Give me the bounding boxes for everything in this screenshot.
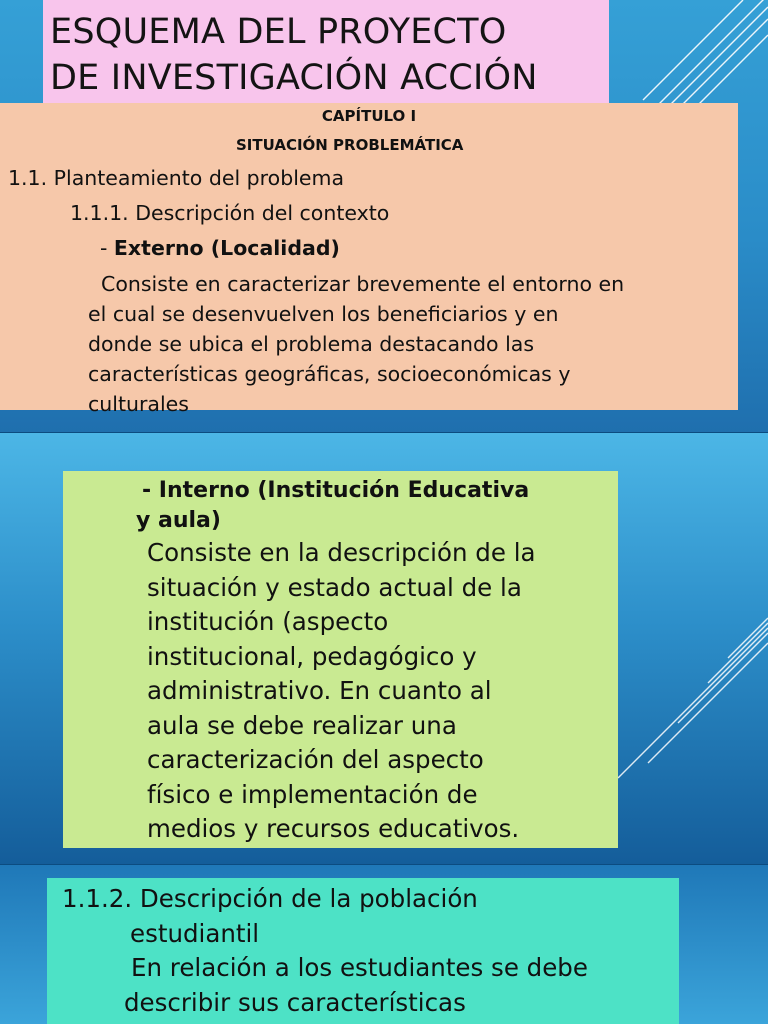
interno-heading-2: y aula) <box>136 508 221 533</box>
interno-line-6: aula se debe realizar una <box>147 710 457 740</box>
interno-box <box>63 471 618 848</box>
item-1-1: 1.1. Planteamiento del problema <box>8 166 345 190</box>
interno-line-2: situación y estado actual de la <box>147 572 522 602</box>
interno-line-4: institucional, pedagógico y <box>147 641 477 671</box>
interno-heading-1: - Interno (Institución Educativa <box>142 478 530 503</box>
interno-line-9: medios y recursos educativos. <box>147 814 520 843</box>
interno-line-8: físico e implementación de <box>147 779 478 809</box>
externo-line-3: donde se ubica el problema destacando las <box>88 332 535 356</box>
title-line-1: ESQUEMA DEL PROYECTO <box>50 12 507 52</box>
externo-line-4: características geográficas, socioeconómicas y <box>88 362 571 386</box>
interno-line-1: Consiste en la descripción de la <box>147 538 536 567</box>
decorative-lines-2 <box>618 433 768 865</box>
externo-heading <box>100 235 340 261</box>
slide-2 <box>0 433 768 865</box>
externo-label: Externo (Localidad) <box>113 236 340 260</box>
interno-line-3: institución (aspecto <box>147 607 389 636</box>
title-box <box>43 0 609 103</box>
decorative-lines <box>638 0 768 110</box>
slide-3 <box>0 865 768 1024</box>
poblacion-line-4: describir sus características <box>124 987 466 1017</box>
item-1-1-1: 1.1.1. Descripción del contexto <box>70 201 390 225</box>
externo-line-1: Consiste en caracterizar brevemente el entorno en <box>101 272 625 296</box>
poblacion-box <box>47 878 679 1024</box>
chapter-content-box <box>0 103 738 416</box>
chapter-subtitle: SITUACIÓN PROBLEMÁTICA <box>236 136 464 154</box>
externo-line-5: culturales <box>88 392 189 416</box>
poblacion-line-1: 1.1.2. Descripción de la población <box>62 884 478 913</box>
chapter-heading: CAPÍTULO I <box>321 107 417 125</box>
title-line-2: DE INVESTIGACIÓN ACCIÓN <box>50 58 538 98</box>
interno-line-5: administrativo. En cuanto al <box>147 676 492 705</box>
slide-1 <box>0 0 768 433</box>
poblacion-line-3: En relación a los estudiantes se debe <box>131 953 588 982</box>
externo-dash: - <box>100 236 114 260</box>
poblacion-line-2: estudiantil <box>130 918 260 948</box>
interno-line-7: caracterización del aspecto <box>147 745 484 774</box>
externo-line-2: el cual se desenvuelven los beneficiarios y en <box>88 302 559 326</box>
